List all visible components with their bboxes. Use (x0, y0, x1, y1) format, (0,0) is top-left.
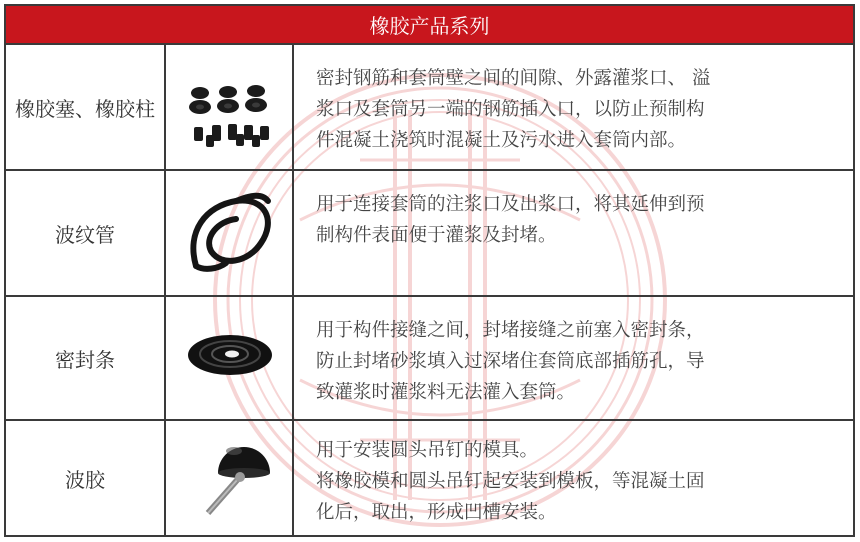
corrugated-hose-icon (166, 171, 294, 295)
table-title: 橡胶产品系列 (6, 6, 853, 43)
product-description (294, 45, 853, 169)
rubber-dome-mold-icon (166, 421, 294, 535)
table-row (6, 169, 853, 295)
description-line: 将橡胶模和圆头吊钉起安装到模板，等混凝土固 (316, 471, 705, 492)
product-description (294, 171, 853, 295)
description-line: 浆口及套筒另一端的钢筋插入口，以防止预制构 (316, 99, 705, 120)
product-name: 密封条 (6, 297, 166, 419)
product-description (294, 421, 853, 535)
description-line: 制构件表面便于灌浆及封堵。 (316, 225, 557, 246)
description-line: 用于安装圆头吊钉的模具。 (316, 440, 539, 461)
description-line: 防止封堵砂浆填入过深堵住套筒底部插筋孔，导 (316, 351, 705, 372)
table-row (6, 419, 853, 535)
product-description (294, 297, 853, 419)
description-line: 用于连接套筒的注浆口及出浆口，将其延伸到预 (316, 194, 705, 215)
description-line: 致灌浆时灌浆料无法灌入套筒。 (316, 382, 576, 403)
sealing-strip-coil-icon (166, 297, 294, 419)
product-name: 波纹管 (6, 171, 166, 295)
product-name: 橡胶塞、橡胶柱 (6, 45, 166, 169)
description-line: 件混凝土浇筑时混凝土及污水进入套筒内部。 (316, 130, 687, 151)
description-line: 化后，取出，形成凹槽安装。 (316, 502, 557, 523)
rubber-products-table (4, 4, 855, 537)
product-name: 波胶 (6, 421, 166, 535)
table-row (6, 295, 853, 419)
rubber-plugs-icon (166, 45, 294, 169)
description-line: 密封钢筋和套筒壁之间的间隙、外露灌浆口、 溢 (316, 68, 711, 89)
table-row (6, 43, 853, 169)
description-line: 用于构件接缝之间，封堵接缝之前塞入密封条， (316, 320, 705, 341)
